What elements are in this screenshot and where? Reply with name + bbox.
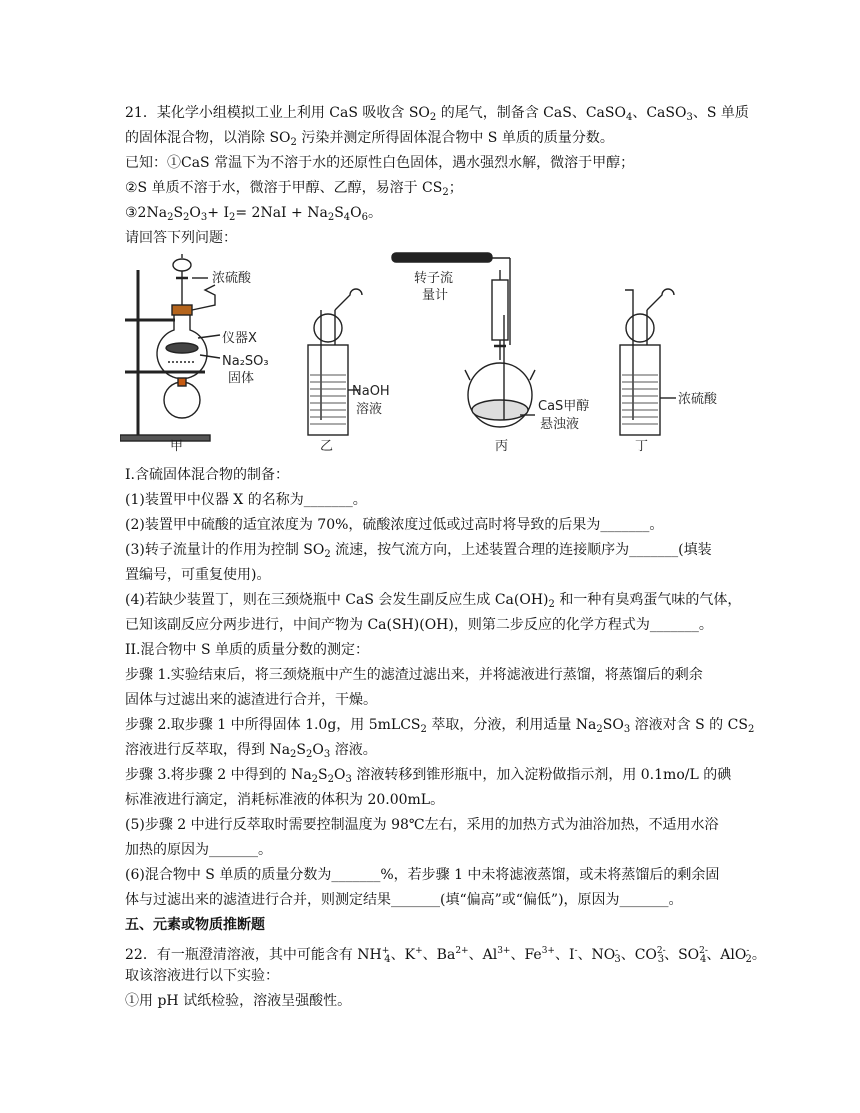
label-rotameter-1: 转子流 — [414, 271, 454, 286]
label-na2so3: Na₂SO₃ — [222, 354, 269, 369]
question-5-line2: 加热的原因为_______。 — [125, 842, 272, 858]
caption-bing: 丙 — [495, 439, 509, 454]
known-1: 已知：①CaS 常温下为不溶于水的还原性白色固体，遇水强烈水解，微溶于甲醇； — [125, 155, 635, 171]
question-5-line1: (5)步骤 2 中进行反萃取时需要控制温度为 98℃左右，采用的加热方式为油浴加热，不适用水浴 — [125, 817, 719, 833]
apparatus-yi — [308, 289, 362, 435]
q21-intro-line1: 21．某化学小组模拟工业上利用 CaS 吸收含 $SO_2$ 的尾气，制备含 CaS、CaSO$_4$、CaSO$_3$、S 单质 — [125, 105, 749, 123]
question-2: (2)装置甲中硫酸的适宜浓度为 70%，硫酸浓度过低或过高时将导致的后果为_______。 — [125, 517, 664, 533]
q22-line1: 22．有一瓶澄清溶液，其中可能含有 $NH^+_4$、K+、$Ba^{2+}$、$Al^{3+}$、$Fe^{3+}$、I-、$NO^-_3$、$CO^{2-}_3$、$SO^{2-}_4$、AlO-$_2$。 — [125, 946, 766, 965]
q21-intro-line2: 的固体混合物，以消除 $SO_2$ 污染并测定所得固体混合物中 S 单质的质量分数。 — [125, 130, 614, 148]
question-3-line1: (3)转子流量计的作用为控制 $SO_2$ 流速，按气流方向，上述装置合理的连接顺序为_______(填装 — [125, 542, 712, 560]
label-instrument-x: 仪器X — [222, 331, 257, 346]
label-rotameter-2: 量计 — [422, 288, 449, 303]
question-1: (1)装置甲中仪器 X 的名称为_______。 — [125, 492, 367, 508]
section-5-heading: 五、元素或物质推断题 — [125, 917, 265, 933]
question-4-line1: (4)若缺少装置丁，则在三颈烧瓶中 CaS 会发生副反应生成 $Ca(OH)_2$ 和一种有臭鸡蛋气味的气体， — [125, 592, 742, 610]
section-ii-heading: II.混合物中 S 单质的质量分数的测定： — [125, 642, 370, 658]
ask-line: 请回答下列问题： — [125, 230, 237, 246]
step-3-line1: 步骤 3.将步骤 2 中得到的 $Na_2S_2O_3$ 溶液转移到锥形瓶中，加入淀粉做指示剂，用 0.1mo/L 的碘 — [125, 767, 732, 785]
step-2-line2: 溶液进行反萃取，得到 $Na_2S_2O_3$ 溶液。 — [125, 742, 377, 760]
label-naoh: NaOH — [352, 384, 390, 399]
caption-ding: 丁 — [635, 439, 649, 454]
label-conc-acid: 浓硫酸 — [212, 271, 252, 286]
label-cas-methanol: CaS甲醇 — [538, 399, 590, 414]
question-4-line2: 已知该副反应分两步进行，中间产物为 Ca(SH)(OH)，则第二步反应的化学方程式为_______。 — [125, 617, 713, 633]
apparatus-figure — [120, 250, 740, 460]
apparatus-jia — [120, 254, 215, 441]
step-3-line2: 标准液进行滴定，消耗标准液的体积为 20.00mL。 — [125, 792, 445, 808]
question-6-line2: 体与过滤出来的滤渣进行合并，则测定结果_______(填“偏高”或“偏低”)，原因为_______。 — [125, 892, 683, 908]
question-6-line1: (6)混合物中 S 单质的质量分数为_______%，若步骤 1 中未将滤液蒸馏，或未将蒸馏后的剩余固 — [125, 867, 720, 883]
caption-jia: 甲 — [170, 439, 184, 454]
known-3: $③2Na_2S_2O_3+ I_2= 2NaI + Na_2S_4O_6$。 — [125, 205, 383, 223]
q22-line3: ①用 pH 试纸检验，溶液呈强酸性。 — [125, 993, 352, 1009]
label-naoh-solution: 溶液 — [356, 402, 383, 417]
label-solid: 固体 — [228, 371, 255, 386]
known-2: ②S 单质不溶于水，微溶于甲醇、乙醇，易溶于 $CS_2$； — [125, 180, 463, 198]
step-2-line1: 步骤 2.取步骤 1 中所得固体 1.0g，用 5mLCS$_2$ 萃取，分液，利用适量 $Na_2SO_3$ 溶液对含 S 的 $CS_2$ — [125, 717, 755, 735]
step-1-line2: 固体与过滤出来的滤渣进行合并，干燥。 — [125, 692, 377, 708]
step-1-line1: 步骤 1.实验结束后，将三颈烧瓶中产生的滤渣过滤出来，并将滤液进行蒸馏，将蒸馏后的剩余 — [125, 667, 703, 683]
caption-yi: 乙 — [320, 439, 334, 454]
question-3-line2: 置编号，可重复使用)。 — [125, 567, 271, 583]
q22-line2: 取该溶液进行以下实验： — [125, 968, 279, 984]
label-conc-acid-ding: 浓硫酸 — [678, 392, 718, 407]
label-suspension: 悬浊液 — [540, 417, 580, 432]
section-i-heading: I.含硫固体混合物的制备： — [125, 467, 289, 483]
apparatus-ding — [620, 289, 676, 435]
